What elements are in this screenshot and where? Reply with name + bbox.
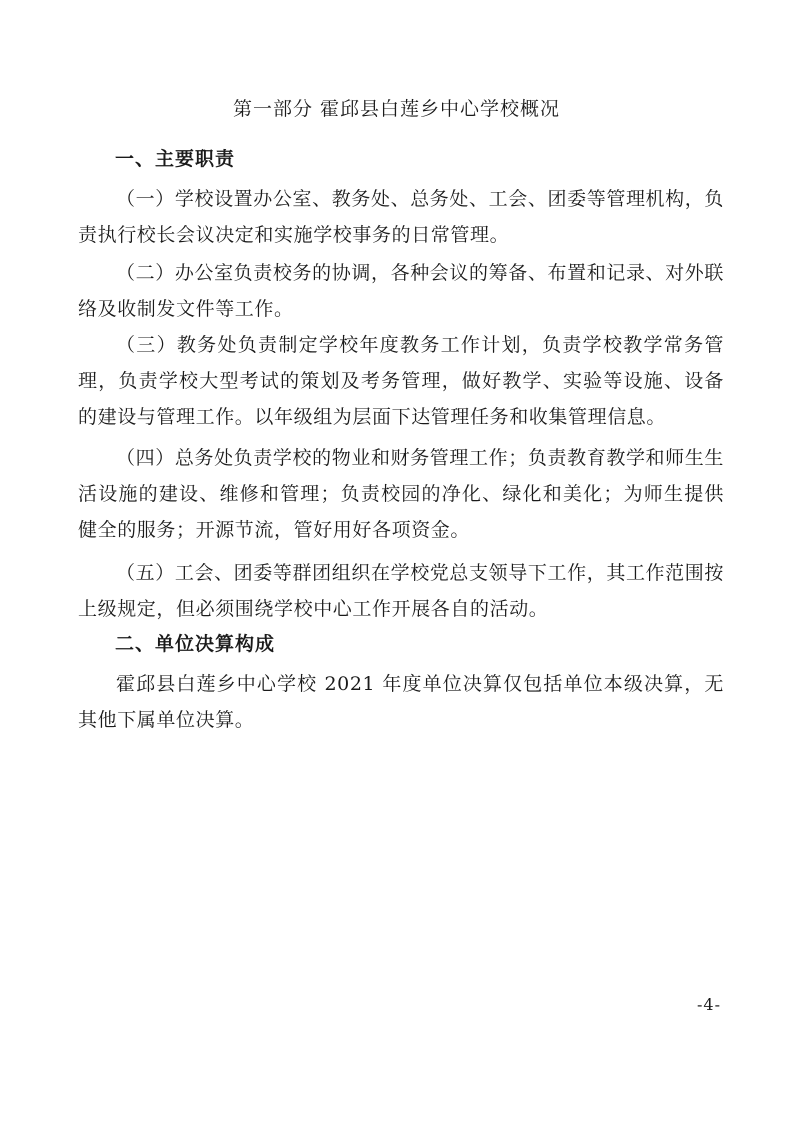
page-number: -4- [697,995,721,1014]
paragraph-duty-2: （二）办公室负责校务的协调，各种会议的筹备、布置和记录、对外联络及收制发文件等工作。 [78,262,724,320]
paragraph-duty-3: （三）教务处负责制定学校年度教务工作计划，负责学校教学常务管理，负责学校大型考试的策划及考务管理，做好教学、实验等设施、设备的建设与管理工作。以年级组为层面下达管理任务和收集管理信息。 [78,334,724,428]
paragraph-duty-5: （五）工会、团委等群团组织在学校党总支领导下工作，其工作范围按上级规定，但必须围绕学校中心工作开展各自的活动。 [78,562,724,620]
paragraph-budget-composition: 霍邱县白莲乡中心学校 2021 年度单位决算仅包括单位本级决算，无其他下属单位决算。 [78,673,724,731]
paragraph-duty-1: （一）学校设置办公室、教务处、总务处、工会、团委等管理机构，负责执行校长会议决定和实施学校事务的日常管理。 [78,188,724,246]
section-heading-main-duties: 一、主要职责 [115,148,236,170]
paragraph-duty-4: （四）总务处负责学校的物业和财务管理工作；负责教育教学和师生生活设施的建设、维修和管理；负责校园的净化、绿化和美化；为师生提供健全的服务；开源节流，管好用好各项资金。 [78,447,724,541]
page-title: 第一部分 霍邱县白莲乡中心学校概况 [232,98,561,120]
section-heading-budget-composition: 二、单位决算构成 [115,633,276,655]
